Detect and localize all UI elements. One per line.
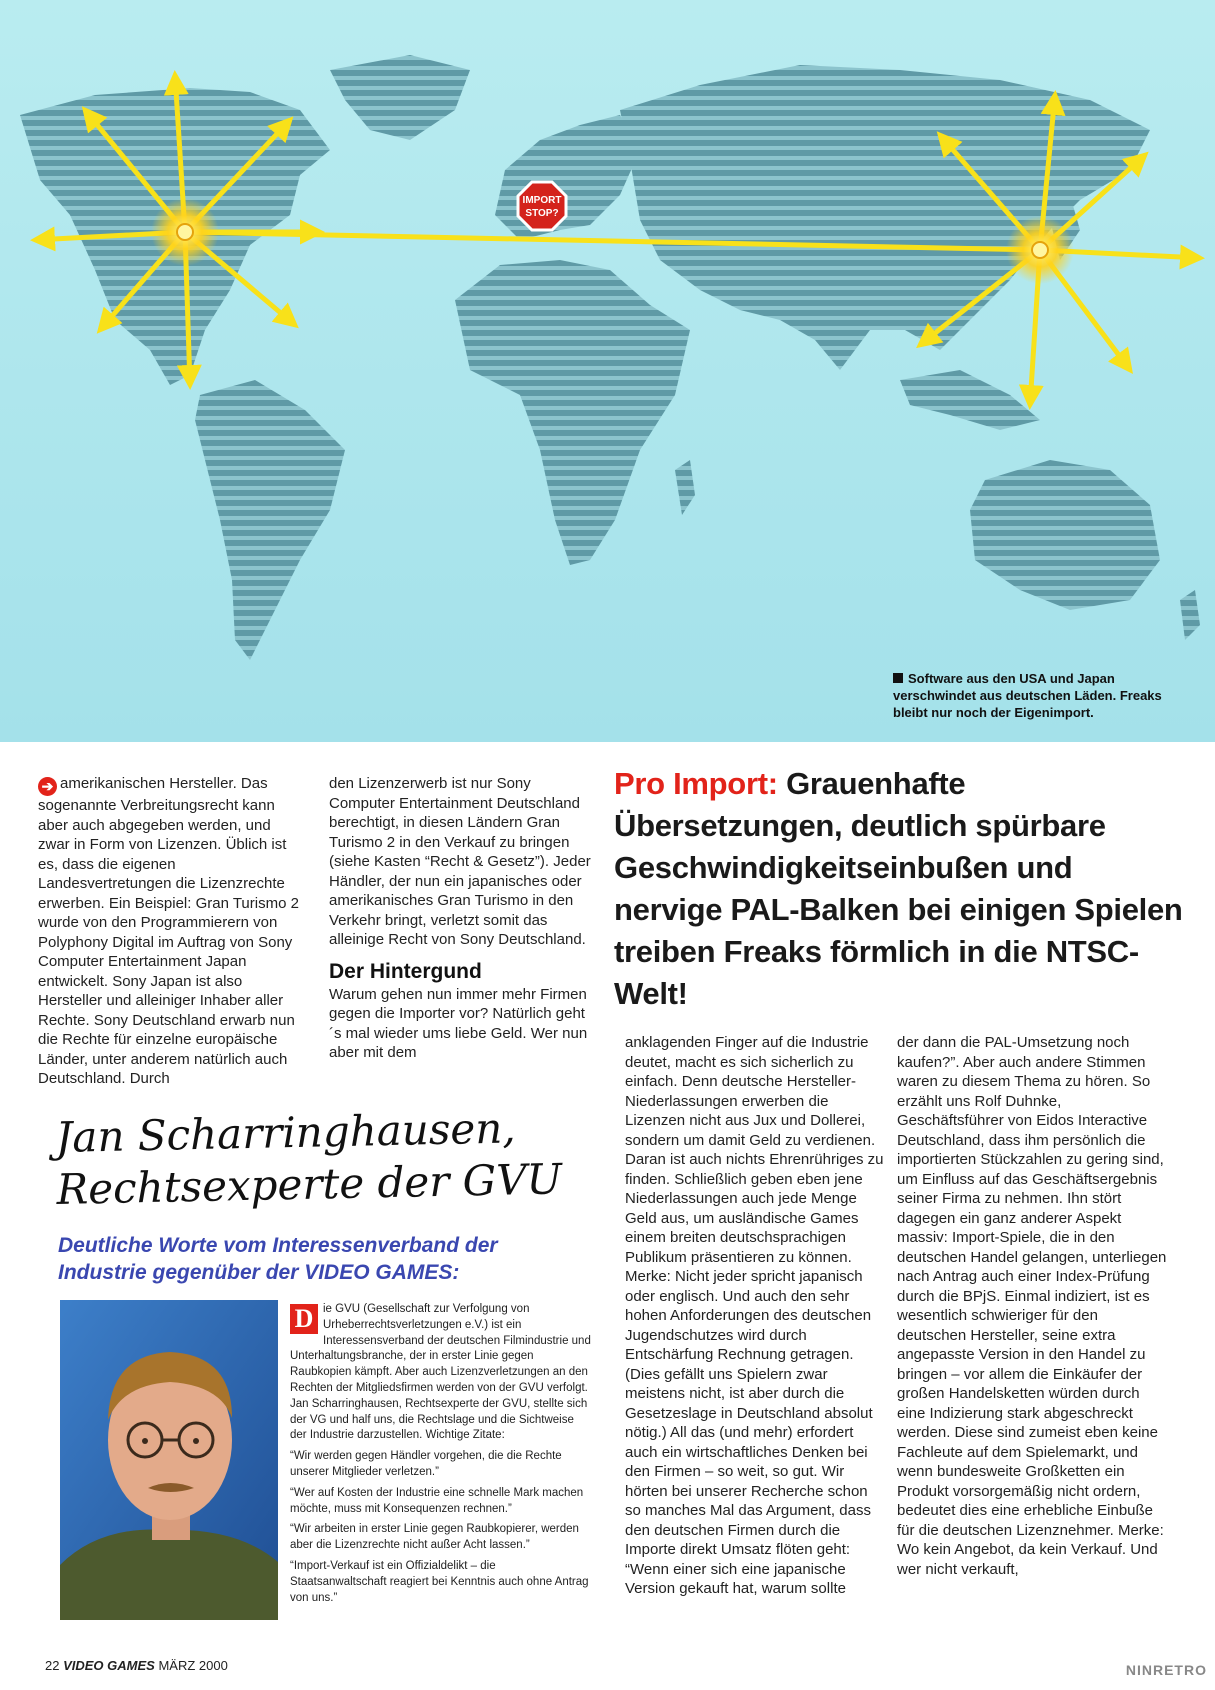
continue-arrow-icon: ➔ <box>38 777 57 796</box>
interview-title <box>55 1101 597 1216</box>
interview-quote: “Wer auf Kosten der Industrie eine schnelle Mark machen möchte, muss mit Konsequenzen rechnen.” <box>290 1486 584 1515</box>
interview-quote: “Wir werden gegen Händler vorgehen, die die Rechte unserer Mitglieder verletzen.” <box>290 1450 562 1478</box>
article-column-3 <box>625 1033 887 1599</box>
import-stop-sign <box>518 182 566 230</box>
page-footer <box>45 1658 228 1673</box>
interview-title-line-1: Jan Scharringhausen, <box>55 1103 517 1162</box>
col4-text: der dann die PAL-Umsetzung noch kaufen?”. Aber auch andere Stimmen waren zu diesem Thema zu hören. So erzählt uns Rolf Duhnke, Geschäftsführer von Eidos Interactive Deutschland, dass ihm persönlich die importierten Stückzahlen zu gering sind, um Einfluss auf das Geschäftsergebnis seiner Firma zu nehmen. Ihn stört dagegen ein ganz anderer Aspekt massiv: Import-Spiele, die in den deutschen Handel gelangen, unterliegen nach Antrag auch einer Index-Prüfung durch die BPjS. Einmal indiziert, ist es wesentlich schwieriger für den deutschen Hersteller, seine extra angepasste Version in den Handel zu bringen – vor allem die Einkäufer der großen Handelsketten würden durch eine Indizierung stark abgeschreckt werden. Diese sind zumeist eben keine Fachleute auf dem Spielemarkt, und wenn bundesweite Großketten ein Produkt vorsorgemäßig nicht ordern, bedeutet dies eine erhebliche Einbuße für die deutschen Lizenznehmer. Merke: Wo kein Angebot, da kein Verkauf. Und wer nicht verkauft, <box>897 1034 1167 1578</box>
interview-title-line-2: Rechtsexperte der GVU <box>56 1154 563 1214</box>
svg-text:IMPORT: IMPORT <box>522 195 562 206</box>
interview-intro: ie GVU (Gesellschaft zur Verfolgung von Urheberrechtsverletzungen e.V.) ist ein Interessensverband der deutschen Filmindustrie und Unterhaltungsbranche, der in erster Linie gegen Raubkopien kämpft. Aber auch Lizenzverletzungen an den Rechten der Mitgliedsfirmen werden von der GVU verfolgt. Jan Scharringhausen, Rechtsexperte der GVU, stellte sich der VG und half uns, die Rechtslage und die Sichtweise der Industrie darzustellen. Wichtige Zitate: <box>290 1303 591 1442</box>
col2-text-b: Warum gehen nun immer mehr Firmen gegen die Importer vor? Natürlich geht´s mal wieder ums liebe Geld. Wer nun aber mit dem <box>329 985 588 1061</box>
page-number: 22 <box>45 1658 60 1673</box>
magazine-name: VIDEO GAMES <box>63 1658 155 1673</box>
map-caption: Software aus den USA und Japan verschwindet aus deutschen Läden. Freaks bleibt nur noch der Eigenimport. <box>893 671 1162 720</box>
watermark-logo: NINRETRO <box>1125 1662 1207 1678</box>
section-heading: Der Hintergund <box>329 959 482 983</box>
col2-text-a: den Lizenzerwerb ist nur Sony Computer Entertainment Deutschland berechtigt, in diesen Ländern Gran Turismo 2 in den Verkauf zu bringen (siehe Kasten “Recht & Gesetz”). Jeder Händler, der nun ein japanisches oder amerikanisches Gran Turismo in den Verkehr bringt, verletzt somit das alleinige Recht von Sony Deutschland. <box>329 775 591 948</box>
issue-date: MÄRZ 2000 <box>158 1658 228 1673</box>
drop-cap: D <box>290 1304 318 1334</box>
article-column-1 <box>38 774 300 1089</box>
interview-quote: “Import-Verkauf ist ein Offizialdelikt – die Staatsanwaltschaft reagiert bei Kenntnis auch ohne Antrag von uns.” <box>290 1559 589 1604</box>
col3-text: anklagenden Finger auf die Industrie deutet, macht es sich sicherlich zu einfach. Denn deutsche Hersteller-Niederlassungen erwerben die Lizenzen nicht aus Jux und Dollerei, sondern um damit Geld zu verdienen. Daran ist auch nichts Ehrenrühriges zu finden. Schließlich geben eben jene Niederlassungen auch jede Menge Geld aus, um ausländische Games einem breiten deutschsprachigen Publikum präsentieren zu können. Merke: Nicht jeder spricht japanisch oder englisch. Und auch den sehr hohen Anforderungen des deutschen Jugendschutzes wird durch Entschärfung Rechnung getragen. (Dies gefällt uns Spielern zwar meistens nicht, ist aber durch die Gesetzeslage in Deutschland absolut nötig.) All das (und mehr) erfordert auch ein wirtschaftliches Denken bei den Firmen – so weit, so gut. Wir hörten bei unserer Recherche schon so manches Mal das Argument, dass den deutschen Firmen durch die Importe direkt Umsatz flöten geht: “Wenn einer sich eine japanische Version gekauft hat, warum sollte <box>625 1034 884 1597</box>
col1-text: amerikanischen Hersteller. Das sogenannte Verbreitungsrecht kann aber auch abgegeben werden, und zwar in Form von Lizenzen. Üblich ist es, dass die eigenen Landesvertretungen die Lizenzrechte erwerben. Ein Beispiel: Gran Turismo 2 wurde von den Programmierern von Polyphony Digital im Auftrag von Sony Computer Entertainment Japan entwickelt. Sony Japan ist also Hersteller und alleiniger Inhaber aller Rechte. Sony Deutschland erwarb nun die Rechte für einzelne europäische Länder, unter anderem natürlich auch Deutschland. Durch <box>38 775 299 1087</box>
pull-quote-label: Pro Import: <box>614 766 778 801</box>
pull-quote <box>614 763 1184 1015</box>
world-map-illustration <box>0 0 1215 742</box>
pull-quote-text: Grauenhafte Übersetzungen, deutlich spürbare Geschwindigkeitseinbußen und nervige PAL-Balken bei einigen Spielen treiben Freaks förmlich in die NTSC-Welt! <box>614 766 1183 1011</box>
interview-subtitle: Deutliche Worte vom Interessenverband der Industrie gegenüber der VIDEO GAMES: <box>58 1234 498 1284</box>
interview-body <box>290 1302 593 1611</box>
article-column-2 <box>329 774 591 1063</box>
interview-quote: “Wir arbeiten in erster Linie gegen Raubkopierer, werden aber die Lizenzrechte nicht außer Acht lassen.” <box>290 1523 579 1552</box>
portrait-photo <box>60 1300 278 1620</box>
article-column-4 <box>897 1033 1167 1579</box>
svg-text:STOP?: STOP? <box>525 208 559 219</box>
